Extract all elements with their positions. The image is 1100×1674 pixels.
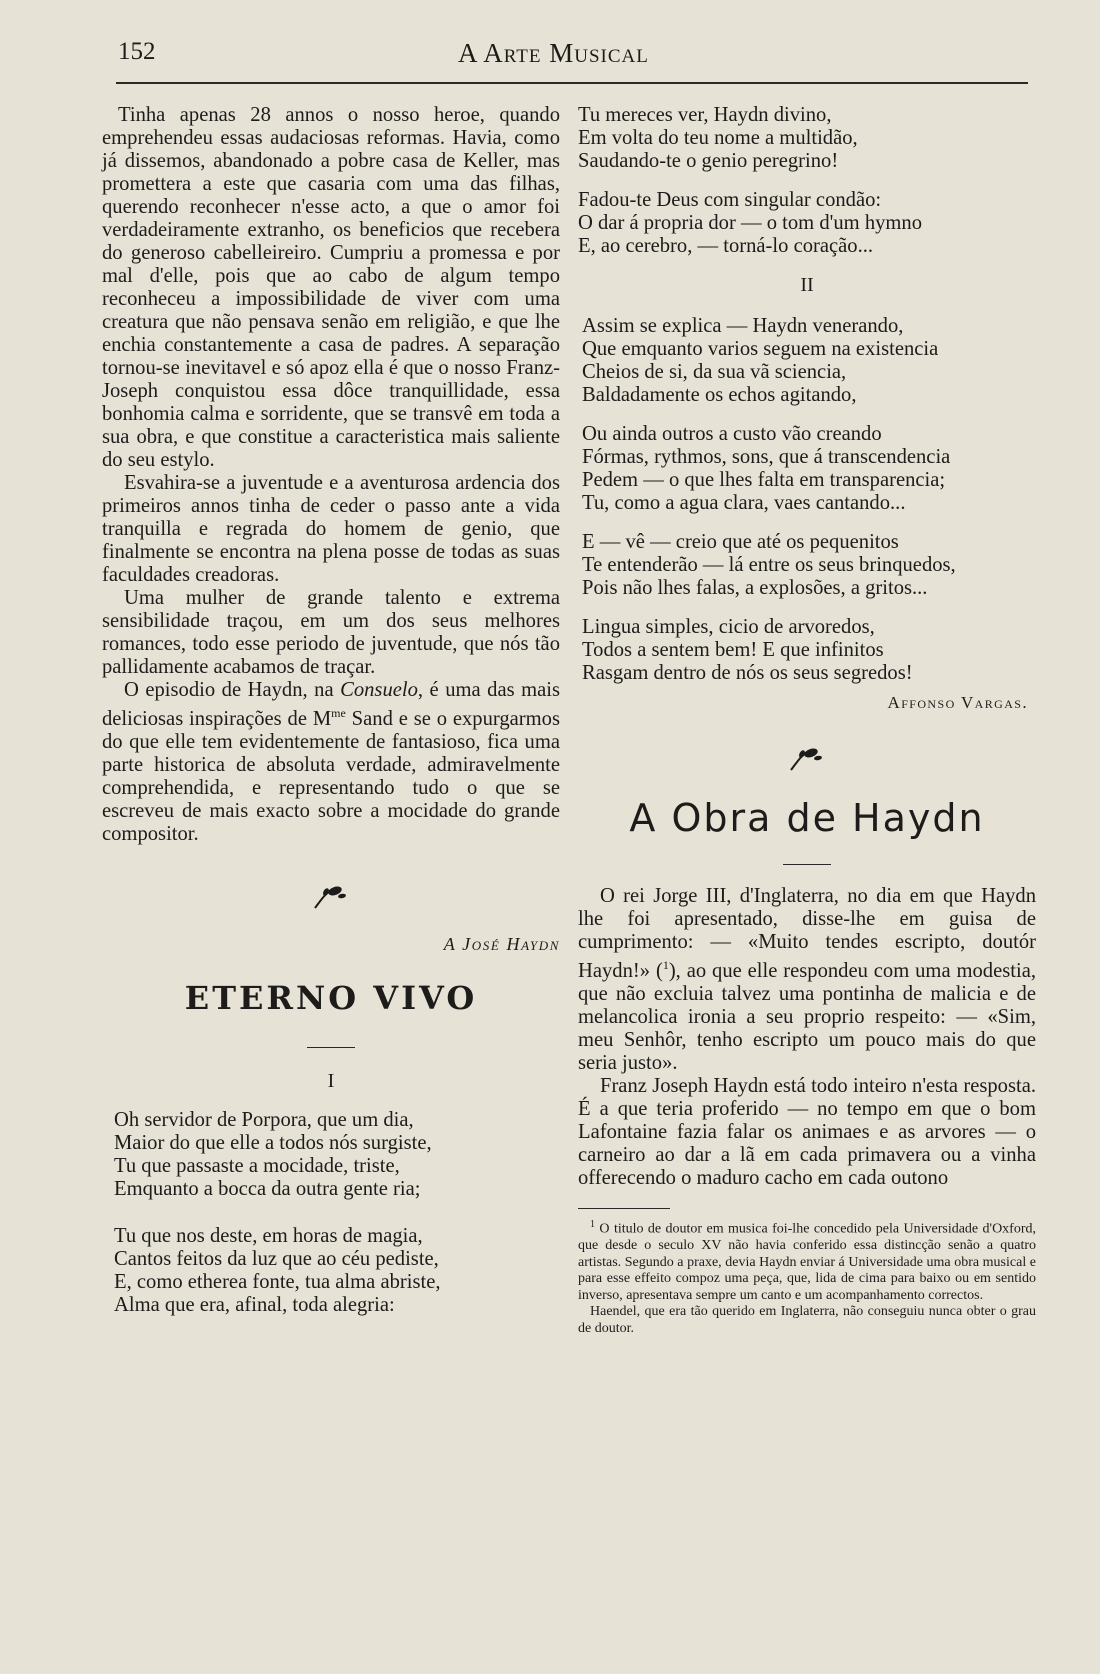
fleuron-ornament [787,744,827,774]
stanza [582,531,1036,600]
section-number: II [800,274,814,296]
paragraph: Franz Joseph Haydn está todo inteiro n'esta resposta. É a que teria proferido — no tempo em que o bom Lafontaine fazia falar os animaes e as arvores — o carneiro ao dar a lã em cada primavera ou a vinha offerecendo o maduro cacho em cada outono [578,1074,1036,1189]
text-run: ), ao que elle respondeu com uma modestia, que não excluia talvez uma pontinha de malicia e de melancolica ironia a seu proprio respeito: — «Sim, meu Senhôr, tenho escripto um pouco mais do que seria justo». [578,959,1036,1074]
article-title: A Obra de Haydn [629,796,985,840]
verse-line: Tu, como a agua clara, vaes cantando... [582,492,906,514]
footnote-rule [578,1208,670,1209]
left-column [102,104,560,1333]
verse-line: Saudando-te o genio peregrino! [578,150,839,172]
verse-line: Tu que passaste a mocidade, triste, [114,1154,400,1177]
poem-title: ETERNO VIVO [184,978,478,1017]
poem-continuation [578,104,1036,258]
verse-line: Lingua simples, cicio de arvoredos, [582,616,875,638]
footnote [578,1217,1036,1337]
stanza [582,315,1036,407]
verse-line: Baldadamente os echos agitando, [582,384,857,406]
verse-line: Alma que era, afinal, toda alegria: [114,1293,395,1316]
paragraph: Esvahira-se a juventude e a aventurosa ardencia dos primeiros annos tinha de ceder o passo ante a vida tranquilla e regrada do homem de genio, que finalmente se encontra na plena posse de todas as suas faculdades creadoras. [102,472,560,586]
page-number: 152 [118,38,156,65]
stanza [114,1225,560,1317]
stanza [582,616,1036,685]
verse-line: Fadou-te Deus com singular condão: [578,189,882,211]
stanza [578,189,1036,258]
stanza [114,1109,560,1201]
verse-line: Te entenderão — lá entre os seus brinquedos, [582,554,956,576]
footnote-text: Haendel, que era tão querido em Inglaterra, não conseguiu nunca obter o grau de doutor. [578,1304,1036,1336]
verse-line: Cantos feitos da luz que ao céu pediste, [114,1247,439,1270]
verse-line: Rasgam dentro de nós os seus segredos! [582,662,913,684]
verse-line: Tu que nos deste, em horas de magia, [114,1224,423,1247]
stanza [578,104,1036,173]
paragraph [102,679,560,846]
verse-line: E, como etherea fonte, tua alma abriste, [114,1270,441,1293]
verse-line: Ou ainda outros a custo vão creando [582,423,882,445]
paragraph [578,885,1036,1075]
verse-line: Maior do que elle a todos nós surgiste, [114,1131,432,1154]
verse-line: Todos a sentem bem! E que infinitos [582,639,884,661]
verse-line: Pedem — o que lhes falta em transparencia; [582,469,946,491]
verse-line: Fórmas, rythmos, sons, que á transcendencia [582,446,951,468]
stanza [582,423,1036,515]
verse-line: Tu mereces ver, Haydn divino, [578,104,832,126]
footnote-marker: 1 [590,1218,595,1230]
article-text [578,885,1036,1190]
verse-line: Assim se explica — Haydn venerando, [582,315,904,337]
text-run: O titulo de doutor em musica foi-lhe concedido pela Universidade d'Oxford, que desde o seculo XV não havia conferido essa distincção senão a quatro artistas. Segundo a praxe, devia Haydn enviar á Universidade uma obra musical e para esse effeito compoz uma peça, que, lida de cima para baixo ou em sentido inverso, apresentava sempre um canto e um acompanhamento correctos. [578,1221,1036,1303]
verse-line: Em volta do teu nome a multidão, [578,127,858,149]
text-run: O rei Jorge III, d'Inglaterra, no dia em que Haydn lhe foi apresentado, disse-lhe em guisa de cumprimento: — «Muito tendes escripto, doutór Haydn!» ( [578,885,1036,982]
verse-line: E — vê — creio que até os pequenitos [582,531,899,553]
paragraph: Tinha apenas 28 annos o nosso heroe, quando emprehendeu essas audaciosas reformas. Havia, como já dissemos, abandonado a pobre casa de Keller, mas promettera a este que casaria com uma das filhas, querendo reconhecer n'esse acto, a que o amor foi verdadeiramente extranho, os beneficios que recebera do generoso cabelleireiro. Cumpriu a promessa e por mal d'elle, pois que ao cabo de algum tempo reconheceu a impossibilidade de viver com uma creatura que não pensava senão em religião, e que lhe enchia constantemente a casa de padres. A separação tornou-se inevitavel e só apoz ella é que o nosso Franz-Joseph conquistou essa dôce tranquillidade, essa bonhomia calma e sorridente, que se transvê em toda a sua obra, e que constitue a caracteristica mais saliente do seu estylo. [102,104,560,471]
superscript: me [331,706,346,720]
text-run: Sand e se o expurgarmos do que elle tem evidentemente de fantasioso, fica uma parte historica de absoluta verdade, admiravelmente comprehendida, e representando tudo o que se escreveu de mais exacto sobre a mocidade do grande compositor. [102,707,560,845]
poem-part-2 [578,315,1036,685]
book-title: Consuelo [340,679,418,701]
verse-line: Pois não lhes falas, a explosões, a gritos... [582,577,928,599]
haydn-biography-text [102,104,560,846]
fleuron-ornament [311,882,351,912]
footnote-ref: 1 [662,958,669,972]
right-column [578,104,1036,1337]
verse-line: O dar á propria dor — o tom d'um hymno [578,212,923,234]
verse-line: Emquanto a bocca da outra gente ria; [114,1177,421,1200]
text-run: , é uma das mais deliciosas inspirações de M [102,679,561,730]
poem-author: Affonso Vargas. [887,693,1028,712]
poem-part-1 [102,1109,560,1317]
verse-line: Que emquanto varios seguem na existencia [582,338,939,360]
verse-line: Oh servidor de Porpora, que um dia, [114,1108,414,1131]
section-number: I [327,1069,335,1092]
header-rule [116,82,1028,84]
poem-dedication: A José Haydn [443,933,560,954]
footnote-text [578,1217,1036,1304]
journal-title: A Arte Musical [458,38,649,68]
verse-line: E, ao cerebro, — torná-lo coração... [578,235,874,257]
running-head [118,38,1038,72]
text-run: O episodio de Haydn, na [124,679,341,701]
verse-line: Cheios de si, da sua vã sciencia, [582,361,847,383]
paragraph: Uma mulher de grande talento e extrema sensibilidade traçou, em um dos seus melhores romances, todo esse periodo de juventude, que nós tão pallidamente acabamos de traçar. [102,587,560,678]
